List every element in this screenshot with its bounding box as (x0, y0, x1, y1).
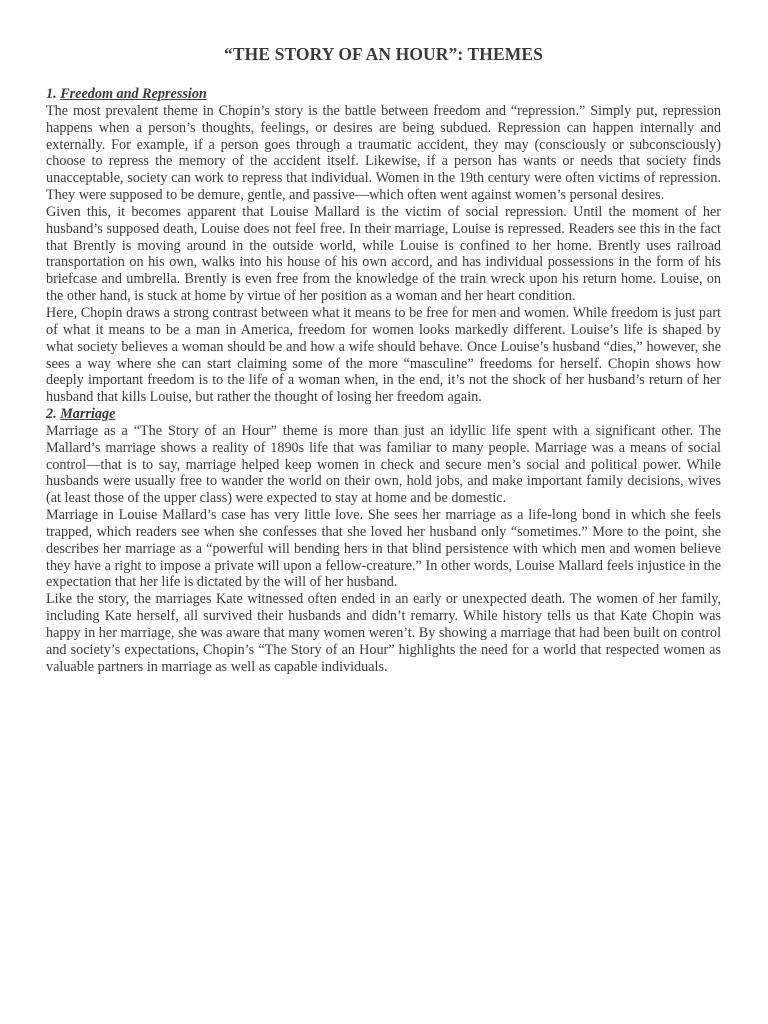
section-heading (46, 86, 721, 103)
section-heading-text: Freedom and Repression (60, 86, 207, 102)
section-heading (46, 406, 721, 423)
paragraph: Marriage in Louise Mallard’s case has very little love. She sees her marriage as a life-long bond in which she feels trapped, which readers see when she confesses that she loved her husband only “sometimes.” More to the point, she describes her marriage as a “powerful will bending hers in that blind persistence with which men and women believe they have a right to impose a private will upon a fellow-creature.” In other words, Louise Mallard feels injustice in the expectation that her life is dictated by the will of her husband. (46, 507, 721, 591)
section-heading-text: Marriage (60, 406, 116, 423)
paragraph: Given this, it becomes apparent that Louise Mallard is the victim of social repression. Until the moment of her husband’s supposed death, Louise does not feel free. In their marriage, Louise is repressed. Readers see this in the fact that Brently is moving around in the outside world, while Louise is confined to her home. Brently uses railroad transportation on his own, walks into his house of his own accord, and has individual possessions in the form of his briefcase and umbrella. Brently is even free from the knowledge of the train wreck upon his return home. Louise, on the other hand, is stuck at home by virtue of her position as a woman and her heart condition. (46, 203, 721, 305)
section-freedom-and-repression (46, 86, 721, 406)
section-marriage (46, 406, 721, 676)
paragraph: Marriage as a “The Story of an Hour” theme is more than just an idyllic life spent with a significant other. The Mallard’s marriage shows a reality of 1890s life that was familiar to many people. Marriage was a means of social control—that is to say, marriage helped keep women in check and secure men’s social and political power. While husbands were usually free to wander the world on their own, hold jobs, and make important family decisions, wives (at least those of the upper class) were expected to stay at home and be domestic. (46, 422, 721, 507)
section-number: 1. (46, 86, 57, 102)
section-number: 2. (46, 406, 57, 423)
document-title: “THE STORY OF AN HOUR”: THEMES (224, 44, 543, 64)
paragraph: Like the story, the marriages Kate witnessed often ended in an early or unexpected death. The women of her family, including Kate herself, all survived their husbands and didn’t remarry. While history tells us that Kate Chopin was happy in her marriage, she was aware that many women weren’t. By showing a marriage that had been built on control and society’s expectations, Chopin’s “The Story of an Hour” highlights the need for a world that respected women as valuable partners in marriage as well as capable individuals. (46, 591, 722, 675)
paragraph: Here, Chopin draws a strong contrast between what it means to be free for men and women. While freedom is just part of what it means to be a man in America, freedom for women looks markedly different. Louise’s life is shaped by what society believes a woman should be and how a wife should behave. Once Louise’s husband “dies,” however, she sees a way where she can start claiming some of the more “masculine” freedoms for herself. Chopin shows how deeply important freedom is to the life of a woman when, in the end, it’s not the shock of her husband’s return of her husband that kills Louise, but rather the thought of losing her freedom again. (46, 304, 721, 406)
paragraph: The most prevalent theme in Chopin’s story is the battle between freedom and “repression.” Simply put, repression happens when a person’s thoughts, feelings, or desires are being subdued. Repression can happen internally and externally. For example, if a person goes through a traumatic accident, they may (consciously or subconsciously) choose to repress the memory of the accident itself. Likewise, if a person has wants or needs that society finds unacceptable, society can work to repress that individual. Women in the 19th century were often victims of repression. They were supposed to be demure, gentle, and passive—which often went against women’s personal desires. (46, 102, 721, 204)
document-page (46, 44, 721, 676)
